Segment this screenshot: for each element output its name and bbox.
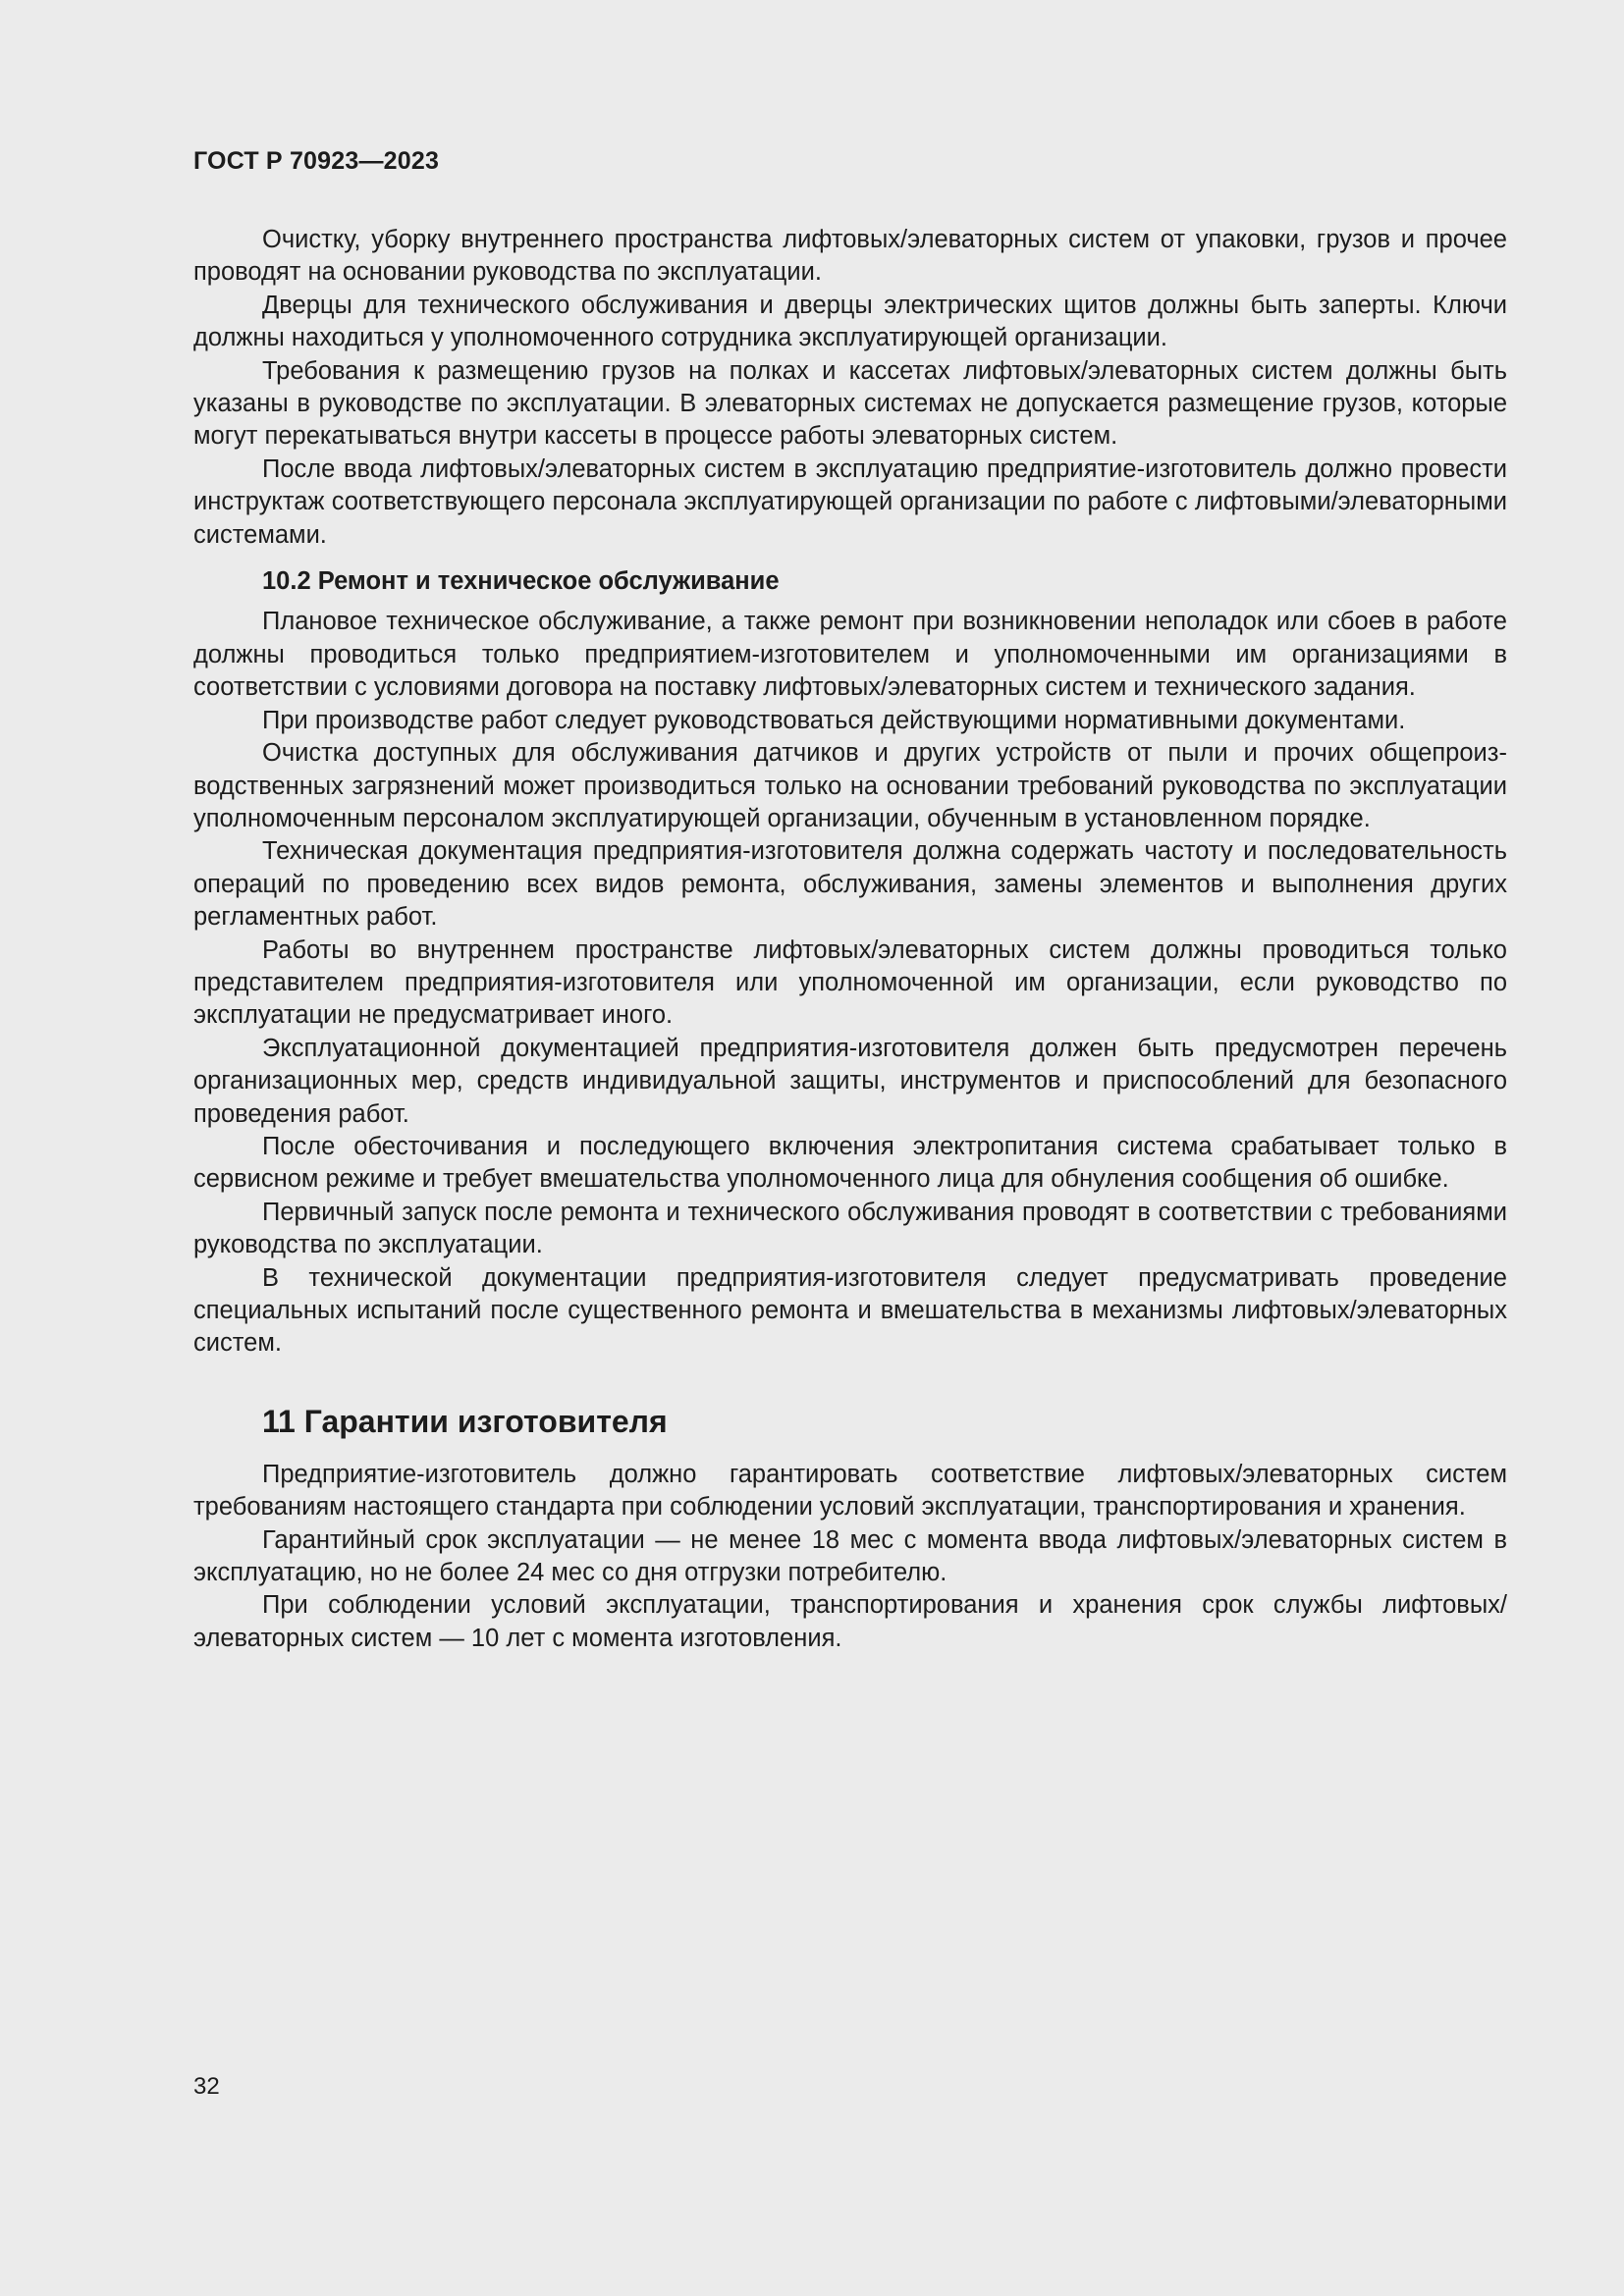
paragraph-cargo-placement: Требования к размещению грузов на полках и кассетах лифтовых/элеваторных систем должны быть указаны в руководстве по эксплуатации. В элеваторных системах не допускается размещение грузов, которые могут перекатываться внутри кассеты в процессе работы элеваторных систем. [193, 356, 1507, 451]
paragraph-special-tests: В технической документации предприятия-изготовителя следует предусматривать проведение специальных испытаний после существенного ремонта и вмешательства в механизмы лифтовых/элеваторных систем. [193, 1263, 1507, 1358]
paragraph-power-restore: После обесточивания и последующего включения электропитания система срабатывает только в сервисном режиме и требует вмешательства уполномоченного лица для обнуления сообщения об ошибке. [193, 1132, 1507, 1194]
paragraph-doors-locked: Дверцы для технического обслуживания и дверцы электрических щитов должны быть заперты. Ключи должны находиться у уполномоченного сотрудника эксплуатирующей организации. [193, 291, 1507, 352]
paragraph-normative-documents: При производстве работ следует руководствоваться действующими нормативными документами. [262, 706, 1406, 734]
document-header-id: ГОСТ Р 70923—2023 [193, 147, 440, 175]
paragraph-technical-documentation: Техническая документация предприятия-изготовителя должна содержать частоту и последовательность операций по проведению всех видов ремонта, обслуживания, замены элементов и выполнения других регламентных работ. [193, 837, 1507, 932]
subsection-heading-10-2: 10.2 Ремонт и техническое обслуживание [262, 567, 780, 596]
paragraph-sensor-cleaning: Очистка доступных для обслуживания датчиков и других устройств от пыли и прочих общепроизводственных загрязнений может производиться только на основании требований руководства по эксплуатации уполномоченным персоналом эксплуатирующей организации, обученным в установленном порядке. [193, 739, 1507, 832]
paragraph-warranty-period: Гарантийный срок эксплуатации — не менее 18 мес с момента ввода лифтовых/элеваторных систем в эксплуатацию, но не более 24 мес со дня отгрузки потребителю. [193, 1525, 1507, 1587]
document-page [193, 0, 1507, 2296]
paragraph-manufacturer-guarantee: Предприятие-изготовитель должно гарантировать соответствие лифтовых/элеваторных систем требованиям настоящего стандарта при соблюдении условий эксплуатации, транспортирования и хранения. [193, 1460, 1507, 1522]
page-number: 32 [193, 2073, 220, 2100]
document-body [193, 224, 1507, 1655]
section-heading-11: 11 Гарантии изготовителя [262, 1403, 668, 1439]
paragraph-initial-start: Первичный запуск после ремонта и технического обслуживания проводят в соответствии с требованиями руководства по эксплуатации. [193, 1198, 1507, 1259]
paragraph-service-life: При соблюдении условий эксплуатации, транспортирования и хранения срок службы лифтовых/ элеваторных систем — 10 лет с момента изготовления. [193, 1591, 1507, 1652]
paragraph-cleaning: Очистку, уборку внутреннего пространства лифтовых/элеваторных систем от упаковки, грузов и прочее проводят на основании руководства по эксплуатации. [193, 226, 1507, 287]
paragraph-scheduled-maintenance: Плановое техническое обслуживание, а также ремонт при возникновении неполадок или сбоев в работе должны проводиться только предприятием-изготовителем и уполномоченными им организациями в соответствии с условиями договора на поставку лифтовых/элеваторных систем и технического задания. [193, 608, 1507, 702]
paragraph-staff-briefing: После ввода лифтовых/элеваторных систем в эксплуатацию предприятие-изготовитель должно провести инструктаж соответствующего персонала эксплуатирующей организации по работе с лифтовыми/элеваторными системами. [193, 454, 1507, 549]
paragraph-safety-measures: Эксплуатационной документацией предприятия-изготовителя должен быть предусмотрен перечень организационных мер, средств индивидуальной защиты, инструментов и приспособлений для безопасного проведения работ. [193, 1034, 1507, 1128]
paragraph-internal-work: Работы во внутреннем пространстве лифтовых/элеваторных систем должны проводиться только представителем предприятия-изготовителя или уполномоченной им организации, если руководство по эксплуатации не предусматривает иного. [193, 935, 1507, 1030]
